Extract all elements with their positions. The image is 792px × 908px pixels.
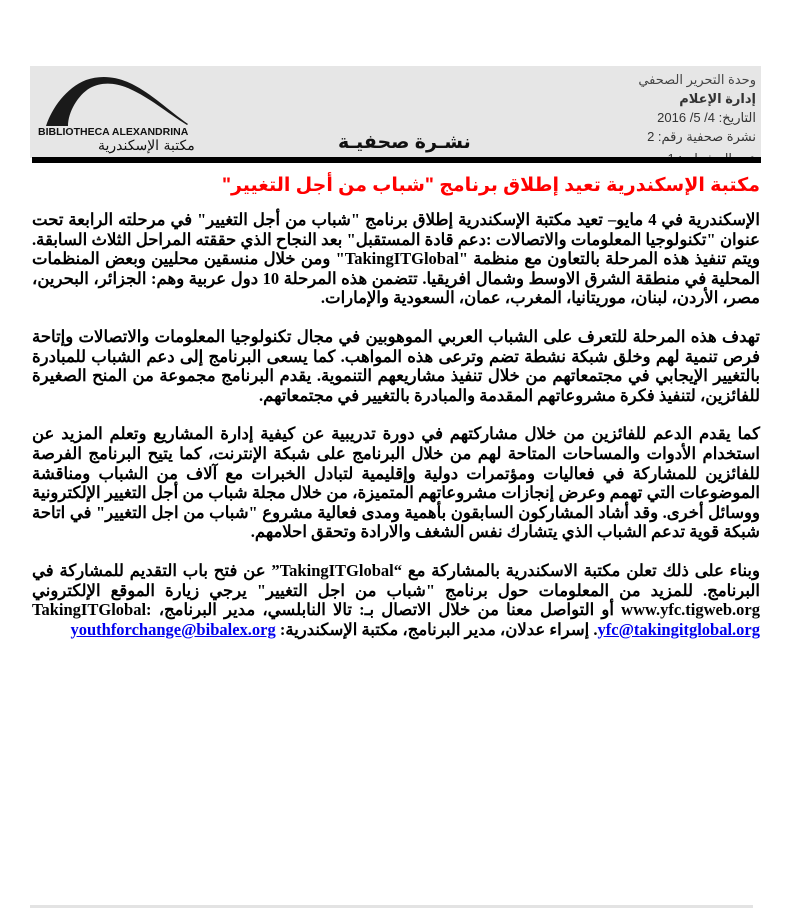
date-line: التاريخ: 4/ 5/ 2016	[657, 110, 756, 125]
paragraph-3: كما يقدم الدعم للفائزين من خلال مشاركتهم في دورة تدريبية عن كيفية إدارة المشاريع وتعلم المزيد عن استخدام الأدوات والمساحات المتاحة لهم من خلال البرنامج على شبكة الإنترنت، كما يتيح البرنامج الفرصة للفائزين للمشاركة في فعاليات ومؤتمرات دولية وإقليمية لتبادل الخبرات مع آلاف من الشباب ومناقشة الموضوعات التي تهمم وعرض إنجازات مشروعاتهم المتميزة، من خلال مجلة شباب من أجل التغيير الإلكترونية ووسائل أخرى. وقد أشاد المشاركون السابقون بأهمية ومدى فعالية مشروع "شباب من اجل التغيير" في اتاحة شبكة قوية تدعم الشباب الذي يتشارك نفس الشغف والارادة وتحقق احلامهم.	[32, 424, 760, 542]
paragraph-2: تهدف هذه المرحلة للتعرف على الشباب العربي الموهوبين في مجال تكنولوجيا المعلومات والاتصالات وإتاحة فرص تنمية لهم وخلق شبكة نشطة تضم وترعى هذه المواهب. كما يسعى البرنامج إلى دعم الشباب للمبادرة بالتغيير الإيجابي في مجتمعاتهم من خلال تنفيذ مشاريعهم التنموية. يقدم البرنامج مجموعة من المنح الصغيرة للفائزين، لتنفيذ فكرة مشروعاتهم المقدمة والمبادرة بالتغيير في مجتمعاتهم.	[32, 326, 760, 405]
paragraph-1: الإسكندرية في 4 مايو– تعيد مكتبة الإسكندرية إطلاق برنامج "شباب من أجل التغيير" في مرحلته الرابعة تحت عنوان "تكنولوجيا المعلومات والاتصالات :دعم قادة المستقبل" بعد النجاح الذي حققته المراحل الثلاث السابقة. ويتم تنفيذ هذه المرحلة بالتعاون مع منظمة "TakingITGlobal" ومن خلال منسقين محليين وبعض المنظمات المحلية في منطقة الشرق الاوسط وشمال افريقيا. تتضمن هذه المرحلة 10 دول عربية وهم: الجزائر، البحرين، مصر، الأردن، لبنان، موريتانيا، المغرب، عمان، السعودية والإمارات.	[32, 210, 761, 308]
closing-text-3: . إسراء عدلان، مدير البرنامج، مكتبة الإسكندرية:	[279, 619, 598, 639]
logo-name-ar: مكتبة الإسكندرية	[98, 138, 195, 154]
media-department: إدارة الإعلام	[679, 91, 756, 106]
article-headline: مكتبة الإسكندرية تعيد إطلاق برنامج "شباب من أجل التغيير"	[221, 175, 760, 196]
header-info	[638, 70, 756, 168]
email-link-takingitglobal[interactable]: yfc@takingitglobal.org	[597, 619, 760, 639]
bulletin-number: نشرة صحفية رقم: 2	[647, 129, 756, 144]
article-body	[32, 210, 760, 658]
closing-text-2: أو التواصل معنا من خلال الاتصال بـ: تالا النابلسي، مدير البرنامج، TakingITGlobal:	[32, 600, 614, 620]
header-divider	[32, 157, 761, 163]
closing-paragraph	[32, 561, 760, 639]
arch-logo-icon	[38, 70, 208, 130]
bibliotheca-alexandrina-logo	[38, 70, 208, 156]
logo-name-en: BIBLIOTHECA ALEXANDRINA	[38, 126, 189, 138]
email-link-bibalex[interactable]: youthforchange@bibalex.org	[70, 619, 276, 639]
editorial-unit: وحدة التحرير الصحفي	[638, 72, 756, 87]
bulletin-title: نشـرة صحفيـة	[338, 132, 471, 153]
website-url: www.yfc.tigweb.org	[621, 600, 761, 620]
closing-text-1: وبناء على ذلك تعلن مكتبة الاسكندرية بالمشاركة مع “TakingITGlobal” عن فتح باب التقديم للمشاركة في البرنامج. للمزيد من المعلومات حول برنامج "شباب من اجل التغيير" يرجي زيارة الموقع الإلكتروني	[32, 560, 760, 600]
